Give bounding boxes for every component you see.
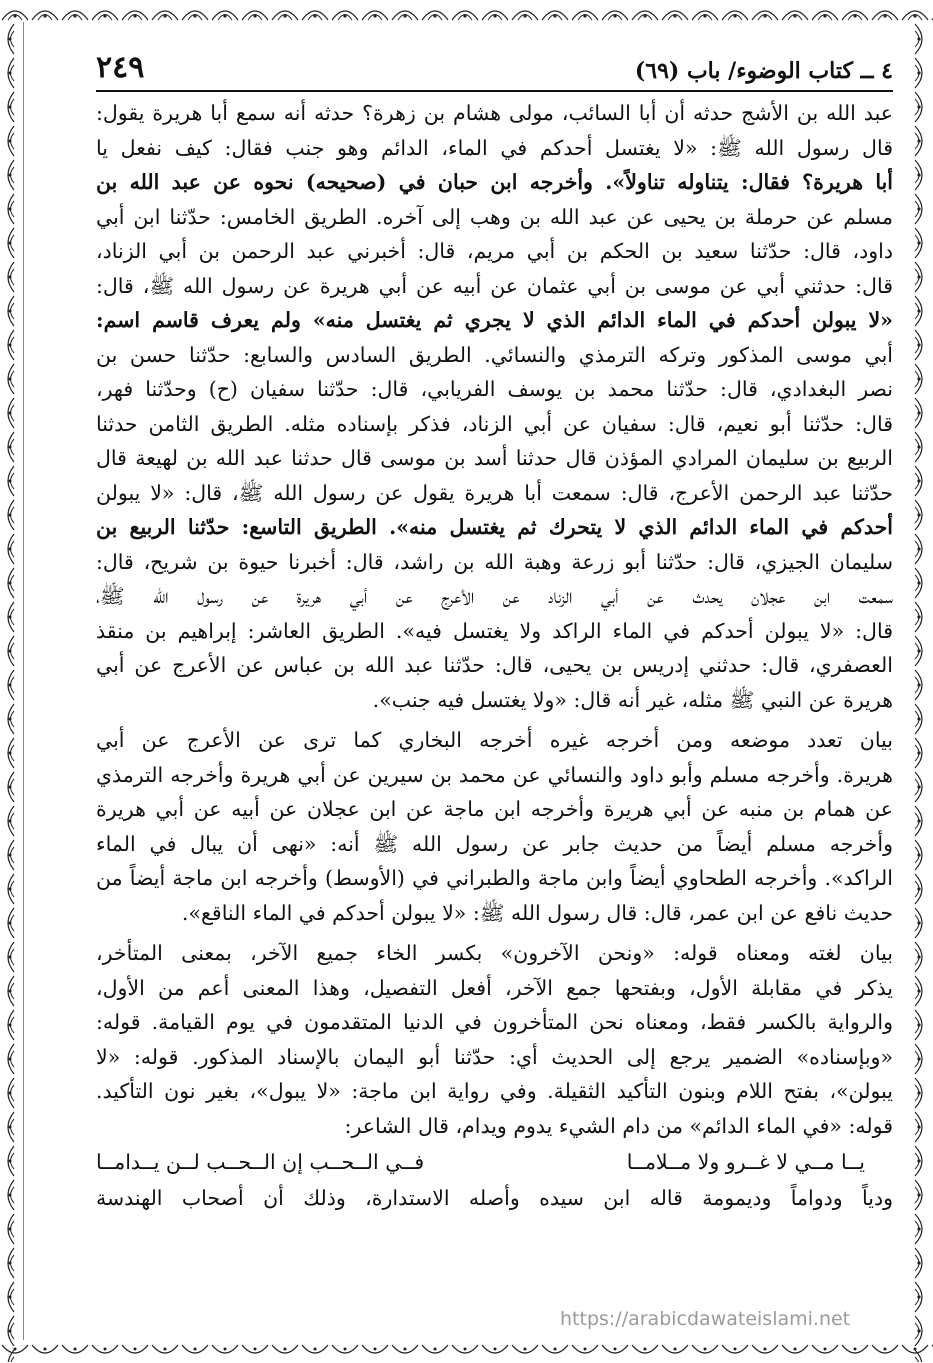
- poem-hemistich-left: فــي الــحــب إن الــحــب لــن يــدامــا: [96, 1150, 425, 1174]
- watermark: https://arabicdawateislami.net: [560, 1308, 851, 1330]
- decorative-bottom-border: [0, 1343, 933, 1363]
- text-line: الراكد». وأخرجه الطحاوي أيضاً وابن ماجة والطبراني في (الأوسط) وأخرجه ابن ماجة أيضاً من: [96, 866, 893, 890]
- text-line: قال: حدّثنا أبو نعيم، قال: سفيان عن أبي الزناد، فذكر بإسناده مثله. الطريق الثامن حدثنا: [96, 411, 893, 436]
- section-heading-line: بيان تعدد موضعه ومن أخرجه غيره أخرجه البخاري كما ترى عن الأعرج عن أبي: [96, 728, 893, 752]
- header-rule: [96, 90, 893, 92]
- page-gutter-line: [18, 22, 24, 1340]
- text-line: العصفري، قال: حدثني إدريس بن يحيى، قال: حدّثنا عبد الله بن عباس عن الأعرج عن أبي: [96, 653, 893, 677]
- text-line: أبا هريرة؟ فقال: يتناوله تناولاً». وأخرجه ابن حبان في (صحيحه) نحوه عن عبد الله بن: [96, 170, 893, 194]
- text-line: قال: «لا يبولن أحدكم في الماء الراكد ولا يغتسل فيه». الطريق العاشر: إبراهيم بن منقذ: [96, 618, 893, 643]
- text-line: والرواية بالكسر فقط، ومعناه نحن المتأخرون في الدنيا المتقدمون في يوم القيامة. قوله:: [96, 1010, 893, 1034]
- poem-hemistich-right: يــا مــي لا غــرو ولا مــلامــا: [626, 1150, 865, 1174]
- text-line: قال رسول الله ﷺ: «لا يغتسل أحدكم في الماء، الدائم وهو جنب فقال: كيف نفعل يا: [96, 135, 893, 160]
- text-line: سمعت ابن عجلان يحدث عن أبي الزناد عن الأعرج عن أبي هريرة عن رسول الله ﷺ،: [96, 584, 893, 608]
- decorative-right-border: [911, 22, 933, 1362]
- decorative-left-border: [0, 22, 18, 1362]
- text-line: عبد الله بن الأشج حدثه أن أبا السائب، مولى هشام بن زهرة؟ حدثه أنه سمع أبا هريرة يقول:: [96, 101, 893, 125]
- page-number: ٢٤٩: [96, 50, 145, 85]
- text-line: وأخرجه مسلم أيضاً من حديث جابر عن رسول الله ﷺ أنه: «نهى أن يبال في الماء: [96, 831, 893, 856]
- text-line: هريرة عن النبي ﷺ مثله، غير أنه قال: «ولا يغتسل فيه جنب».: [372, 687, 893, 712]
- text-line: سليمان الجيزي، قال: حدّثنا أبو زرعة وهبة الله بن راشد، قال: أخبرنا حيوة بن شريح، قال:: [96, 549, 893, 574]
- page-header: [96, 50, 893, 90]
- poem-verse: [96, 1143, 893, 1181]
- text-line: يذكر في مقابلة الأول، وبفتحها جمع الآخر، أفعل التفصيل، وهذا المعنى أعم من الأول،: [96, 975, 893, 1000]
- text-line: أحدكم في الماء الدائم الذي لا يتحرك ثم يغتسل منه». الطريق التاسع: حدّثنا الربيع بن: [96, 515, 893, 539]
- text-line: يبولن»، بفتح اللام وبنون التأكيد الثقيلة. وفي رواية ابن ماجة: «لا يبول»، بغير نون التأكيد.: [96, 1079, 893, 1103]
- decorative-top-border: [0, 0, 933, 22]
- section-heading-line: بيان لغته ومعناه قوله: «ونحن الآخرون» بكسر الخاء جميع الآخر، بمعنى المتأخر،: [96, 941, 893, 965]
- text-line: الربيع بن سليمان المرادي المؤذن قال حدثنا أسد بن موسى قال حدثنا عبد الله بن لهيعة قال: [96, 446, 893, 470]
- text-line: أبي موسى المذكور وتركه الترمذي والنسائي. الطريق السادس والسابع: حدّثنا حسن بن: [96, 342, 893, 367]
- text-line: نصر البغدادي، قال: حدّثنا محمد بن يوسف الفريابي، قال: حدّثنا سفيان (ح) وحدّثنا فهر،: [96, 377, 893, 401]
- page-body: [96, 96, 893, 1216]
- text-line: حديث نافع عن ابن عمر، قال: قال رسول الله ﷺ: «لا يبولن أحدكم في الماء الناقع».: [181, 900, 893, 925]
- text-line: «وبإسناده» الضمير يرجع إلى الحديث أي: حدّثنا أبو اليمان بالإسناد المذكور. قوله: «لا: [96, 1044, 893, 1069]
- text-line: مسلم عن حرملة بن يحيى عن عبد الله بن وهب إلى آخره. الطريق الخامس: حدّثنا ابن أبي: [96, 204, 893, 229]
- text-line: قال: حدثني أبي عن موسى بن أبي عثمان عن أبيه عن أبي هريرة عن رسول الله ﷺ، قال:: [96, 273, 893, 298]
- text-line: قوله: «في الماء الدائم» من دام الشيء يدوم ويدام، قال الشاعر:: [344, 1113, 893, 1138]
- running-title: ٤ ــ كتاب الوضوء/ باب (٦٩): [634, 58, 893, 84]
- text-line: عن همام بن منبه عن أبي هريرة وأخرجه ابن ماجة عن ابن عجلان عن أبيه عن أبي هريرة: [96, 797, 893, 821]
- text-line: حدّثنا عبد الرحمن الأعرج، قال: سمعت أبا هريرة يقول عن رسول الله ﷺ، قال: «لا يبولن: [96, 480, 893, 505]
- text-line: داود، قال: حدّثنا سعيد بن الحكم بن أبي مريم، قال: أخبرني عبد الرحمن بن أبي الزناد،: [96, 239, 893, 263]
- text-line: ودياً ودواماً وديمومة قاله ابن سيده وأصله الاستدارة، وذلك أن أصحاب الهندسة: [96, 1186, 893, 1210]
- text-line: «لا يبولن أحدكم في الماء الدائم الذي لا يجري ثم يغتسل منه» ولم يعرف قاسم اسم:: [96, 308, 893, 332]
- text-line: هريرة. وأخرجه مسلم وأبو داود والنسائي عن محمد بن سيرين عن أبي هريرة وأخرجه الترمذي: [96, 762, 893, 787]
